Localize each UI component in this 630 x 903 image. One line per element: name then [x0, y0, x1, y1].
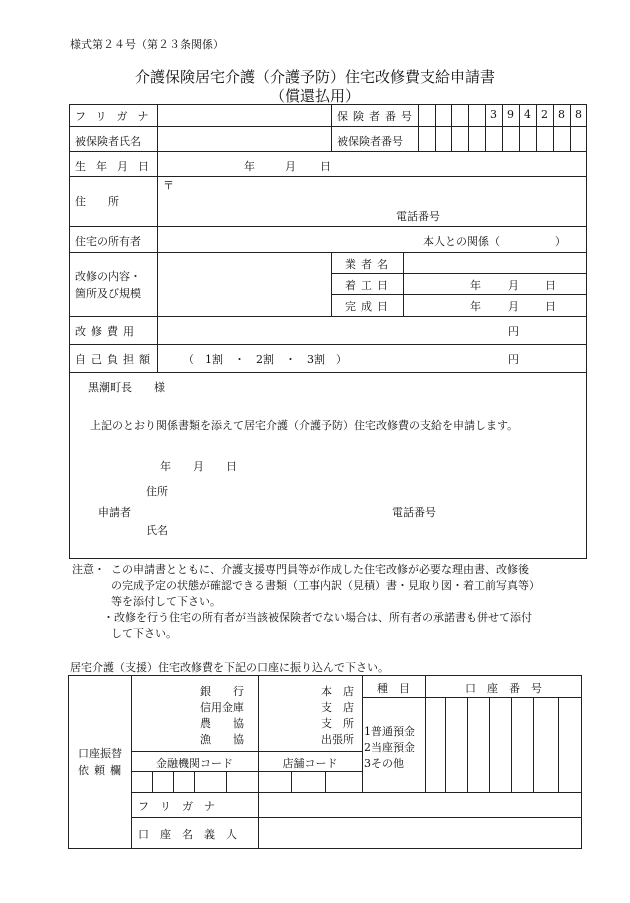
addressee: 黒潮町長 様: [88, 381, 165, 394]
notes-line-1: この申請書とともに、介護支援専門員等が作成した住宅改修が必要な理由書、改修後: [111, 563, 529, 576]
postal-mark: 〒: [163, 179, 174, 192]
insured-number-label: 被保険者番号: [337, 135, 403, 148]
completion-year-label: 年: [470, 300, 481, 313]
repair-scope-label: 箇所及び規模: [75, 287, 141, 300]
birth-year-label: 年: [244, 160, 255, 173]
branch-office: 出張所: [321, 733, 354, 746]
notes-line-2: の完成予定の状態が確認できる書類（工事内訳（見積）書・見取り図・着工前写真等）: [111, 579, 540, 592]
bank-intro: 居宅介護（支援）住宅改修費を下記の口座に振り込んで下さい。: [70, 661, 389, 674]
insurer-number-label: 保険者番号: [337, 110, 417, 123]
birth-date-label: 生年月日: [75, 160, 159, 173]
completion-day-label: 日: [545, 300, 556, 313]
relation-label: 本人との関係（ ）: [423, 235, 566, 248]
copay-yen: 円: [508, 353, 519, 366]
institution-bank: 銀 行: [200, 685, 244, 698]
institution-agri-coop: 農 協: [200, 717, 244, 730]
holder-furigana-label: フ リ ガ ナ: [138, 800, 215, 813]
insurer-digit-6: 8: [575, 108, 582, 121]
birth-day-label: 日: [320, 160, 331, 173]
applicant-label: 申請者: [98, 506, 131, 519]
branch-code-label: 店舗コード: [282, 757, 338, 770]
owner-label: 住宅の所有者: [75, 235, 141, 248]
contractor-label: 業者名: [345, 258, 393, 271]
account-type-ordinary: 1普通預金: [364, 725, 415, 738]
notes-heading: 注意・: [72, 563, 105, 576]
account-number-header: 口 座 番 号: [465, 682, 542, 695]
transfer-label-1: 口座振替: [78, 747, 122, 760]
copay-label: 自己負担額: [75, 353, 155, 366]
form-subtitle: （償還払用）: [269, 87, 360, 105]
address-label: 住 所: [75, 195, 119, 208]
applicant-address-label: 住所: [146, 485, 168, 498]
form-number: 様式第２４号（第２３条関係）: [70, 38, 224, 51]
notes-line-5: して下さい。: [111, 627, 177, 640]
insurer-digit-5: 8: [558, 108, 565, 121]
start-month-label: 月: [508, 279, 519, 292]
branch-main: 本 店: [321, 685, 354, 698]
notes-line-4: ・改修を行う住宅の所有者が当該被保険者でない場合は、所有者の承諾書も併せて添付: [103, 611, 532, 624]
insurer-digit-3: 4: [524, 108, 531, 121]
transfer-label-2: 依頼欄: [78, 764, 126, 777]
completion-date-label: 完成日: [345, 300, 393, 313]
account-type-current: 2当座預金: [364, 741, 415, 754]
applicant-phone-label: 電話番号: [392, 506, 436, 519]
insurer-digit-1: 3: [490, 108, 497, 121]
form-title: 介護保険居宅介護（介護予防）住宅改修費支給申請書: [134, 68, 495, 86]
account-holder-label: 口 座 名 義 人: [138, 828, 237, 841]
declaration-statement: 上記のとおり関係書類を添えて居宅介護（介護予防）住宅改修費の支給を申請します。: [90, 419, 519, 432]
furigana-label: フリガナ: [75, 110, 159, 123]
branch-sub: 支 所: [321, 717, 354, 730]
institution-fish-coop: 漁 協: [200, 733, 244, 746]
branch-branch: 支 店: [321, 701, 354, 714]
copay-options: （ 1割 ・ 2割 ・ 3割 ）: [183, 353, 347, 366]
insurer-digit-4: 2: [541, 108, 548, 121]
start-day-label: 日: [545, 279, 556, 292]
notes-line-3: 等を添付して下さい。: [111, 595, 221, 608]
repair-content-label: 改修の内容・: [75, 270, 141, 283]
repair-cost-yen: 円: [508, 325, 519, 338]
completion-month-label: 月: [508, 300, 519, 313]
insured-name-label: 被保険者氏名: [75, 135, 141, 148]
insurer-digit-2: 9: [507, 108, 514, 121]
start-year-label: 年: [470, 279, 481, 292]
account-type-other: 3その他: [364, 757, 404, 770]
address-phone-label: 電話番号: [396, 210, 440, 223]
institution-credit-union: 信用金庫: [200, 701, 244, 714]
account-type-header: 種 目: [377, 682, 410, 695]
repair-cost-label: 改修費用: [75, 325, 139, 338]
birth-month-label: 月: [285, 160, 296, 173]
declaration-date: 年 月 日: [160, 460, 237, 473]
applicant-name-label: 氏名: [146, 524, 168, 537]
start-date-label: 着工日: [345, 279, 393, 292]
bank-code-label: 金融機関コード: [156, 757, 233, 770]
